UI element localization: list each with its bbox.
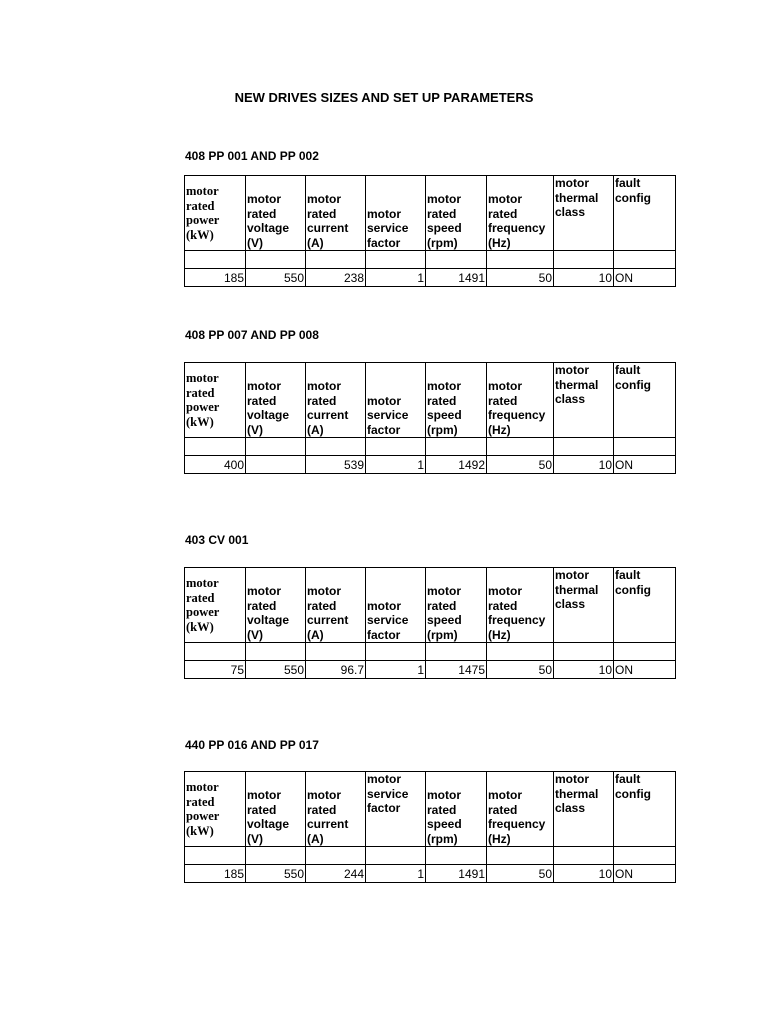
header-line: motor	[367, 206, 401, 221]
header-line: rated	[427, 393, 457, 408]
header-line: motor	[307, 192, 341, 206]
value-rated-current: 244	[306, 865, 366, 883]
value-rated-power: 400	[185, 456, 246, 474]
blank-cell	[426, 847, 487, 865]
header-rated-current	[306, 363, 366, 438]
value-rated-power: 185	[185, 865, 246, 883]
value-fault-config: ON	[614, 269, 676, 287]
value-rated-voltage: 550	[246, 661, 306, 679]
header-line: current	[307, 408, 349, 422]
header-line: motor	[555, 772, 589, 786]
header-line: motor	[247, 192, 281, 206]
header-line: (Hz)	[488, 627, 511, 642]
header-line: service	[367, 786, 409, 801]
value-rated-frequency: 50	[487, 456, 554, 474]
header-line: (kW)	[186, 823, 214, 838]
header-thermal-class	[554, 568, 614, 643]
header-line: thermal	[555, 786, 599, 801]
header-rated-speed	[426, 176, 487, 251]
header-line: (kW)	[186, 414, 214, 429]
blank-row	[185, 438, 676, 456]
header-line: voltage	[247, 408, 290, 422]
values-row	[185, 456, 676, 474]
blank-cell	[614, 438, 676, 456]
header-thermal-class	[554, 363, 614, 438]
parameters-table	[184, 175, 676, 287]
value-rated-power: 185	[185, 269, 246, 287]
blank-cell	[246, 438, 306, 456]
blank-cell	[185, 643, 246, 661]
header-line: current	[307, 817, 349, 831]
header-line: motor	[555, 568, 589, 582]
value-thermal-class: 10	[554, 865, 614, 883]
header-line: (A)	[307, 627, 324, 642]
header-line: (kW)	[186, 227, 214, 242]
document-title: NEW DRIVES SIZES AND SET UP PARAMETERS	[234, 90, 534, 105]
blank-cell	[614, 847, 676, 865]
header-rated-frequency	[487, 363, 554, 438]
header-line: rated	[247, 393, 277, 408]
header-line: (A)	[307, 422, 324, 437]
header-line: fault	[615, 176, 641, 190]
header-line: power	[186, 605, 220, 619]
header-line: voltage	[247, 221, 290, 235]
header-line: class	[555, 597, 586, 611]
header-line: motor	[247, 788, 281, 802]
header-line: rated	[186, 590, 215, 605]
header-line: rated	[186, 198, 215, 213]
header-line: frequency	[488, 817, 546, 831]
blank-cell	[306, 847, 366, 865]
value-fault-config: ON	[614, 456, 676, 474]
header-line: service	[367, 408, 409, 422]
value-service-factor: 1	[366, 269, 426, 287]
blank-cell	[366, 847, 426, 865]
header-line: motor	[247, 379, 281, 393]
blank-cell	[185, 438, 246, 456]
blank-cell	[306, 643, 366, 661]
header-line: rated	[427, 598, 457, 613]
header-line: motor	[186, 184, 219, 198]
header-line: rated	[427, 802, 457, 817]
blank-cell	[554, 847, 614, 865]
header-service-factor	[366, 772, 426, 847]
blank-cell	[185, 251, 246, 269]
header-rated-current	[306, 568, 366, 643]
header-line: motor	[427, 788, 461, 802]
header-line: motor	[488, 192, 522, 206]
header-fault-config	[614, 176, 676, 251]
parameters-table	[184, 362, 676, 474]
header-line: class	[555, 801, 586, 815]
header-line: config	[615, 190, 651, 205]
header-line: motor	[247, 584, 281, 598]
header-line: rated	[488, 802, 518, 817]
blank-cell	[185, 847, 246, 865]
value-rated-power: 75	[185, 661, 246, 679]
blank-cell	[366, 643, 426, 661]
header-line: motor	[427, 584, 461, 598]
header-line: rated	[186, 794, 215, 809]
header-line: (rpm)	[427, 422, 458, 437]
header-service-factor	[366, 568, 426, 643]
header-rated-power	[185, 176, 246, 251]
blank-cell	[366, 251, 426, 269]
header-rated-speed	[426, 568, 487, 643]
header-line: fault	[615, 363, 641, 377]
header-line: speed	[427, 408, 462, 422]
blank-cell	[426, 643, 487, 661]
header-line: rated	[307, 393, 337, 408]
header-thermal-class	[554, 176, 614, 251]
header-line: (A)	[307, 235, 324, 250]
header-line: frequency	[488, 408, 546, 422]
header-line: rated	[186, 385, 215, 400]
blank-cell	[554, 251, 614, 269]
header-line: motor	[307, 584, 341, 598]
header-line: motor	[427, 379, 461, 393]
blank-cell	[366, 438, 426, 456]
header-line: fault	[615, 772, 641, 786]
blank-cell	[426, 251, 487, 269]
header-line: (V)	[247, 627, 263, 642]
value-rated-current: 238	[306, 269, 366, 287]
blank-cell	[246, 643, 306, 661]
header-line: speed	[427, 817, 462, 831]
value-rated-frequency: 50	[487, 269, 554, 287]
header-service-factor	[366, 176, 426, 251]
blank-cell	[554, 438, 614, 456]
header-rated-speed	[426, 363, 487, 438]
header-line: factor	[367, 422, 401, 437]
header-line: service	[367, 613, 409, 627]
header-line: frequency	[488, 221, 546, 235]
header-rated-frequency	[487, 772, 554, 847]
header-line: motor	[555, 363, 589, 377]
header-rated-voltage	[246, 772, 306, 847]
header-line: rated	[307, 206, 337, 221]
blank-row	[185, 847, 676, 865]
header-line: motor	[367, 598, 401, 613]
header-line: motor	[367, 393, 401, 408]
header-line: motor	[367, 772, 401, 786]
header-line: (Hz)	[488, 235, 511, 250]
value-thermal-class: 10	[554, 661, 614, 679]
header-line: voltage	[247, 817, 290, 831]
header-line: (rpm)	[427, 235, 458, 250]
value-rated-speed: 1492	[426, 456, 487, 474]
header-line: motor	[186, 576, 219, 590]
header-line: (rpm)	[427, 627, 458, 642]
header-line: factor	[367, 801, 401, 815]
header-line: rated	[427, 206, 457, 221]
value-rated-speed: 1475	[426, 661, 487, 679]
section-title: 440 PP 016 AND PP 017	[185, 738, 319, 752]
blank-cell	[614, 643, 676, 661]
value-fault-config: ON	[614, 661, 676, 679]
value-fault-config: ON	[614, 865, 676, 883]
header-line: config	[615, 377, 651, 392]
blank-cell	[487, 847, 554, 865]
value-rated-speed: 1491	[426, 865, 487, 883]
header-line: rated	[488, 598, 518, 613]
section-title: 408 PP 001 AND PP 002	[185, 149, 319, 163]
header-line: motor	[488, 788, 522, 802]
value-service-factor: 1	[366, 865, 426, 883]
header-line: factor	[367, 627, 401, 642]
header-row	[185, 363, 676, 438]
blank-cell	[614, 251, 676, 269]
header-line: motor	[307, 788, 341, 802]
values-row	[185, 865, 676, 883]
header-line: current	[307, 221, 349, 235]
header-line: factor	[367, 235, 401, 250]
header-line: service	[367, 221, 409, 235]
header-fault-config	[614, 363, 676, 438]
values-row	[185, 661, 676, 679]
header-line: voltage	[247, 613, 290, 627]
section-title: 403 CV 001	[185, 533, 249, 547]
value-rated-voltage: 550	[246, 269, 306, 287]
header-line: power	[186, 400, 220, 414]
header-rated-power	[185, 568, 246, 643]
header-line: power	[186, 213, 220, 227]
blank-cell	[246, 847, 306, 865]
header-line: power	[186, 809, 220, 823]
header-line: (V)	[247, 422, 263, 437]
value-rated-frequency: 50	[487, 865, 554, 883]
header-row	[185, 568, 676, 643]
header-rated-current	[306, 772, 366, 847]
header-line: class	[555, 205, 586, 219]
values-row	[185, 269, 676, 287]
header-line: (kW)	[186, 619, 214, 634]
header-line: rated	[488, 206, 518, 221]
header-line: rated	[307, 598, 337, 613]
value-service-factor: 1	[366, 456, 426, 474]
blank-cell	[554, 643, 614, 661]
header-line: motor	[186, 371, 219, 385]
value-rated-current: 96.7	[306, 661, 366, 679]
header-rated-speed	[426, 772, 487, 847]
value-rated-voltage: 550	[246, 865, 306, 883]
header-rated-power	[185, 772, 246, 847]
header-line: thermal	[555, 582, 599, 597]
header-line: (rpm)	[427, 831, 458, 846]
value-rated-speed: 1491	[426, 269, 487, 287]
blank-cell	[487, 251, 554, 269]
header-fault-config	[614, 772, 676, 847]
blank-cell	[487, 438, 554, 456]
blank-cell	[487, 643, 554, 661]
parameters-table	[184, 771, 676, 883]
header-line: speed	[427, 613, 462, 627]
header-line: speed	[427, 221, 462, 235]
parameters-table	[184, 567, 676, 679]
header-line: class	[555, 392, 586, 406]
header-line: motor	[488, 379, 522, 393]
header-rated-power	[185, 363, 246, 438]
blank-cell	[246, 251, 306, 269]
header-rated-frequency	[487, 568, 554, 643]
header-line: rated	[488, 393, 518, 408]
header-line: config	[615, 582, 651, 597]
header-line: (Hz)	[488, 831, 511, 846]
header-line: (V)	[247, 831, 263, 846]
header-line: fault	[615, 568, 641, 582]
blank-row	[185, 251, 676, 269]
header-line: config	[615, 786, 651, 801]
header-row	[185, 772, 676, 847]
header-line: rated	[247, 206, 277, 221]
header-line: (A)	[307, 831, 324, 846]
value-rated-current: 539	[306, 456, 366, 474]
header-rated-voltage	[246, 363, 306, 438]
header-row	[185, 176, 676, 251]
blank-cell	[306, 438, 366, 456]
header-line: (Hz)	[488, 422, 511, 437]
blank-row	[185, 643, 676, 661]
value-service-factor: 1	[366, 661, 426, 679]
header-line: rated	[307, 802, 337, 817]
header-service-factor	[366, 363, 426, 438]
header-fault-config	[614, 568, 676, 643]
header-line: rated	[247, 802, 277, 817]
header-line: motor	[488, 584, 522, 598]
header-rated-voltage	[246, 568, 306, 643]
header-line: thermal	[555, 190, 599, 205]
section-title: 408 PP 007 AND PP 008	[185, 328, 319, 342]
header-line: (V)	[247, 235, 263, 250]
header-line: rated	[247, 598, 277, 613]
blank-cell	[426, 438, 487, 456]
header-rated-voltage	[246, 176, 306, 251]
value-thermal-class: 10	[554, 456, 614, 474]
header-line: motor	[186, 780, 219, 794]
header-line: frequency	[488, 613, 546, 627]
value-thermal-class: 10	[554, 269, 614, 287]
blank-cell	[306, 251, 366, 269]
value-rated-voltage	[246, 456, 306, 474]
header-rated-current	[306, 176, 366, 251]
header-rated-frequency	[487, 176, 554, 251]
header-line: motor	[307, 379, 341, 393]
header-thermal-class	[554, 772, 614, 847]
header-line: motor	[555, 176, 589, 190]
value-rated-frequency: 50	[487, 661, 554, 679]
header-line: thermal	[555, 377, 599, 392]
header-line: motor	[427, 192, 461, 206]
header-line: current	[307, 613, 349, 627]
